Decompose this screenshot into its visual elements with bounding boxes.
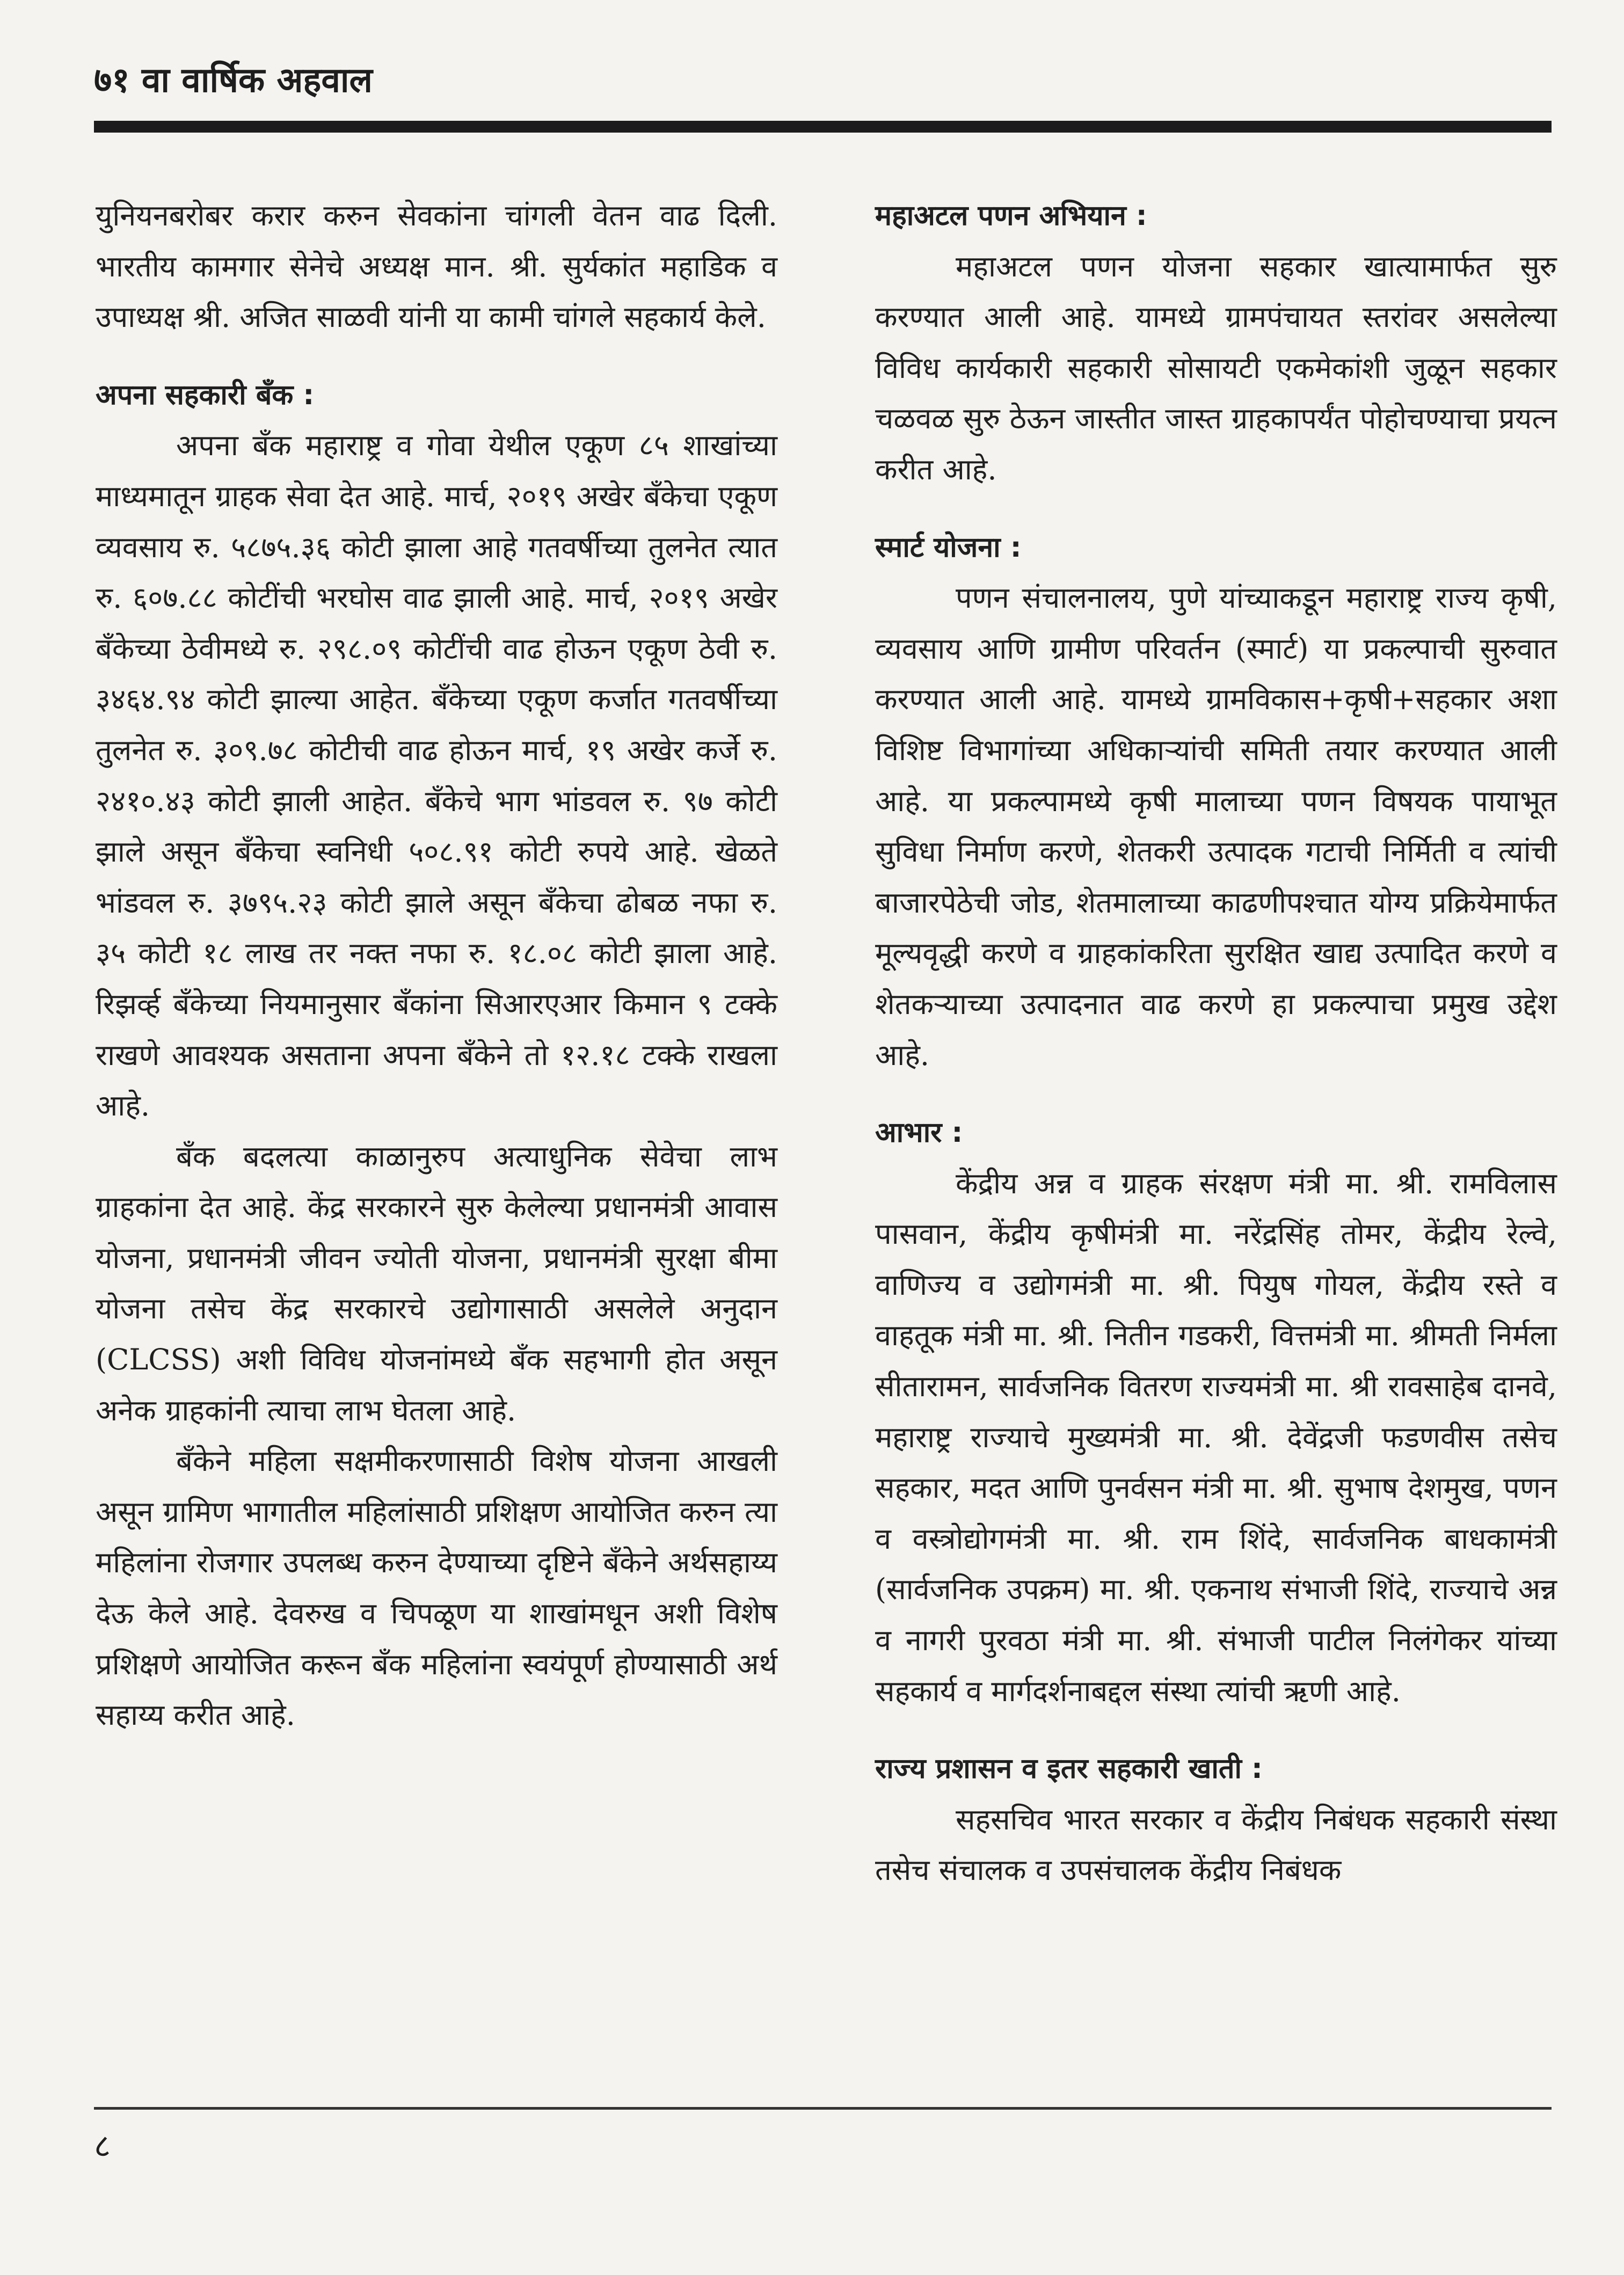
paragraph: सहसचिव भारत सरकार व केंद्रीय निबंधक सहकारी संस्था तसेच संचालक व उपसंचालक केंद्रीय निबंधक bbox=[875, 1802, 1557, 1887]
section-heading-smart: स्मार्ट योजना : bbox=[875, 531, 1022, 564]
paragraph: पणन संचालनालय, पुणे यांच्याकडून महाराष्ट्र राज्य कृषी, व्यवसाय आणि ग्रामीण परिवर्तन (स्मार्ट) या प्रकल्पाची सुरुवात करण्यात आली आहे. यामध्ये ग्रामविकास+कृषी+सहकार अशा विशिष्ट विभागांच्या अधिकाऱ्यांची समिती तयार करण्यात आली आहे. या प्रकल्पामध्ये कृषी मालाच्या पणन विषयक पायाभूत सुविधा निर्माण करणे, शेतकरी उत्पादक गटाची निर्मिती व त्यांची बाजारपेठेची जोड, शेतमालाच्या काढणीपश्चात योग्य प्रक्रियेमार्फत मूल्यवृद्धी करणे व ग्राहकांकरिता सुरक्षित खाद्य उत्पादित करणे व शेतकऱ्याच्या उत्पादनात वाढ करणे हा प्रकल्पाचा प्रमुख उद्देश आहे. bbox=[875, 581, 1557, 1072]
page-number: ८ bbox=[94, 2127, 111, 2165]
section-heading-mahaatal: महाअटल पणन अभियान : bbox=[875, 200, 1147, 232]
paragraph: युनियनबरोबर करार करुन सेवकांना चांगली वेतन वाढ दिली. भारतीय कामगार सेनेचे अध्यक्ष मान. श्री. सुर्यकांत महाडिक व उपाध्यक्ष श्री. अजित साळवी यांनी या कामी चांगले सहकार्य केले. bbox=[96, 199, 777, 334]
section-heading-apna-bank: अपना सहकारी बँक : bbox=[96, 378, 315, 411]
paragraph: बँक बदलत्या काळानुरुप अत्याधुनिक सेवेचा लाभ ग्राहकांना देत आहे. केंद्र सरकारने सुरु केलेल्या प्रधानमंत्री आवास योजना, प्रधानमंत्री जीवन ज्योती योजना, प्रधानमंत्री सुरक्षा बीमा योजना तसेच केंद्र सरकारचे उद्योगासाठी असलेले अनुदान (CLCSS) अशी विविध योजनांमध्ये बँक सहभागी होत असून अनेक ग्राहकांनी त्याचा लाभ घेतला आहे. bbox=[96, 1139, 777, 1427]
paragraph: अपना बँक महाराष्ट्र व गोवा येथील एकूण ८५ शाखांच्या माध्यमातून ग्राहक सेवा देत आहे. मार्च, २०१९ अखेर बँकेचा एकूण व्यवसाय रु. ५८७५.३६ कोटी झाला आहे गतवर्षीच्या तुलनेत त्यात रु. ६०७.८८ कोटींची भरघोस वाढ झाली आहे. मार्च, २०१९ अखेर बँकेच्या ठेवीमध्ये रु. २९८.०९ कोटींची वाढ होऊन एकूण ठेवी रु. ३४६४.९४ कोटी झाल्या आहेत. बँकेच्या एकूण कर्जात गतवर्षीच्या तुलनेत रु. ३०९.७८ कोटीची वाढ होऊन मार्च, १९ अखेर कर्जे रु. २४१०.४३ कोटी झाली आहेत. बँकेचे भाग भांडवल रु. ९७ कोटी झाले असून बँकेचा स्वनिधी ५०८.९१ कोटी रुपये आहे. खेळते भांडवल रु. ३७९५.२३ कोटी झाले असून बँकेचा ढोबळ नफा रु. ३५ कोटी १८ लाख तर नक्त नफा रु. १८.०८ कोटी झाला आहे. रिझर्व्ह बँकेच्या नियमानुसार बँकांना सिआरएआर किमान ९ टक्के राखणे आवश्यक असताना अपना बँकेने तो १२.१८ टक्के राखला आहे. bbox=[96, 428, 777, 1123]
footer-rule bbox=[94, 2107, 1552, 2110]
header-rule bbox=[94, 121, 1552, 133]
section-heading-rajya-prashasan: राज्य प्रशासन व इतर सहकारी खाती : bbox=[875, 1753, 1263, 1785]
report-title: ७१ वा वार्षिक अहवाल bbox=[94, 61, 373, 100]
paragraph: महाअटल पणन योजना सहकार खात्यामार्फत सुरु करण्यात आली आहे. यामध्ये ग्रामपंचायत स्तरांवर असलेल्या विविध कार्यकारी सहकारी सोसायटी एकमेकांशी जुळून सहकार चळवळ सुरु ठेऊन जास्तीत जास्त ग्राहकापर्यंत पोहोचण्याचा प्रयत्न करीत आहे. bbox=[875, 249, 1557, 486]
paragraph: बँकेने महिला सक्षमीकरणासाठी विशेष योजना आखली असून ग्रामिण भागातील महिलांसाठी प्रशिक्षण आयोजित करुन त्या महिलांना रोजगार उपलब्ध करुन देण्याच्या दृष्टिने बँकेने अर्थसहाय्य देऊ केले आहे. देवरुख व चिपळूण या शाखांमधून अशी विशेष प्रशिक्षणे आयोजित करून बँक महिलांना स्वयंपूर्ण होण्यासाठी अर्थ सहाय्य करीत आहे. bbox=[96, 1444, 777, 1732]
paragraph: केंद्रीय अन्न व ग्राहक संरक्षण मंत्री मा. श्री. रामविलास पासवान, केंद्रीय कृषीमंत्री मा. नरेंद्रसिंह तोमर, केंद्रीय रेल्वे, वाणिज्य व उद्योगमंत्री मा. श्री. पियुष गोयल, केंद्रीय रस्ते व वाहतूक मंत्री मा. श्री. नितीन गडकरी, वित्तमंत्री मा. श्रीमती निर्मला सीतारामन, सार्वजनिक वितरण राज्यमंत्री मा. श्री रावसाहेब दानवे, महाराष्ट्र राज्याचे मुख्यमंत्री मा. श्री. देवेंद्रजी फडणवीस तसेच सहकार, मदत आणि पुनर्वसन मंत्री मा. श्री. सुभाष देशमुख, पणन व वस्त्रोद्योगमंत्री मा. श्री. राम शिंदे, सार्वजनिक बाधकामंत्री (सार्वजनिक उपक्रम) मा. श्री. एकनाथ संभाजी शिंदे, राज्याचे अन्न व नागरी पुरवठा मंत्री मा. श्री. संभाजी पाटील निलंगेकर यांच्या सहकार्य व मार्गदर्शनाबद्दल संस्था त्यांची ऋणी आहे. bbox=[875, 1166, 1557, 1708]
left-column bbox=[96, 191, 777, 1741]
section-heading-aabhar: आभार : bbox=[875, 1117, 963, 1149]
right-column bbox=[875, 191, 1557, 1896]
